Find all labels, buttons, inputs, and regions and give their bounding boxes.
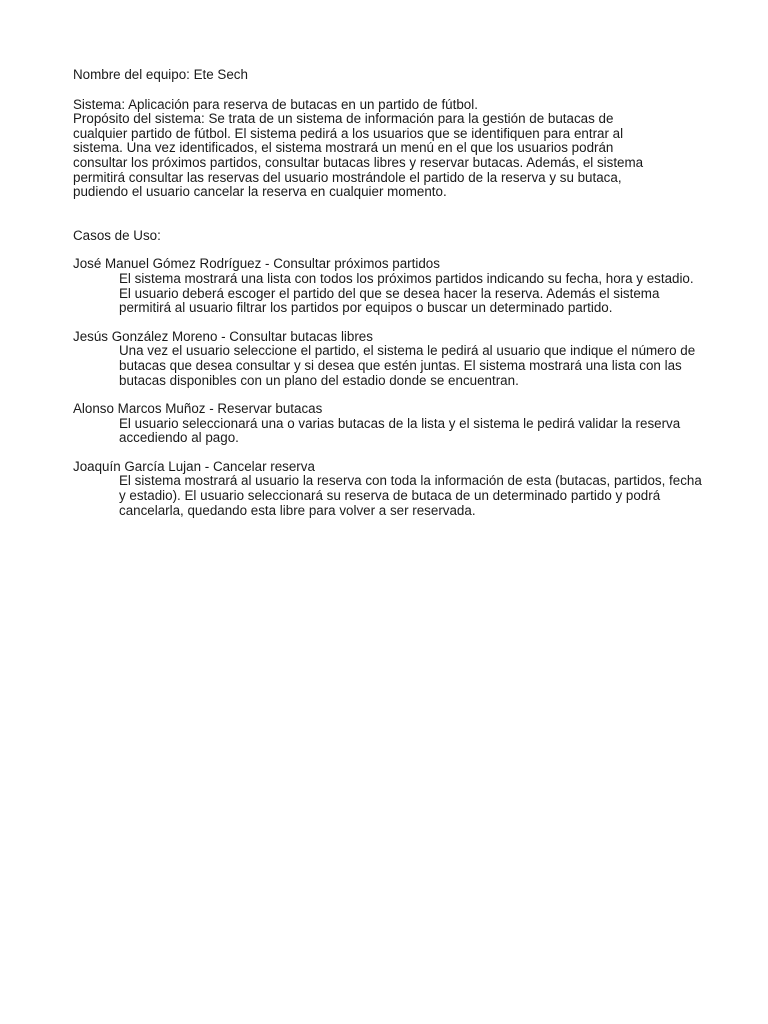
use-case-title: Jesús González Moreno - Consultar butacas libres <box>73 328 373 344</box>
use-case-description: El sistema mostrará al usuario la reserva con toda la información de esta (butacas, partidos, fecha y estadio). El usuario seleccionará su reserva de butaca de un determinado partido y podrá cancelarla, quedando esta libre para volver a ser reservada. <box>119 473 702 518</box>
use-case-description: El usuario seleccionará una o varias butacas de la lista y el sistema le pedirá validar la reserva accediendo al pago. <box>119 415 681 446</box>
team-name: Nombre del equipo: Ete Sech <box>73 67 248 82</box>
document-page <box>73 68 703 532</box>
use-case-title: Alonso Marcos Muñoz - Reservar butacas <box>73 401 323 417</box>
system-title: Sistema: Aplicación para reserva de butacas en un partido de fútbol. <box>73 96 478 112</box>
use-case-item <box>73 460 703 518</box>
use-case-item <box>73 402 703 446</box>
use-case-item <box>73 257 703 315</box>
system-description <box>73 98 703 200</box>
use-cases-heading: Casos de Uso: <box>73 227 161 243</box>
use-case-item <box>73 330 703 388</box>
use-case-title: José Manuel Gómez Rodríguez - Consultar próximos partidos <box>73 256 440 272</box>
use-cases-list <box>73 257 703 518</box>
use-case-description: El sistema mostrará una lista con todos los próximos partidos indicando su fecha, hora y estadio. El usuario deberá escoger el partido del que se desea hacer la reserva. Además el sistema permitirá al usuario filtrar los partidos por equipos o buscar un determinado partido. <box>119 270 694 316</box>
system-purpose: Propósito del sistema: Se trata de un sistema de información para la gestión de butacas de cualquier partido de fútbol. El sistema pedirá a los usuarios que se identifiquen para entrar al sistema. Una vez identificados, el sistema mostrará un menú en el que los usuarios podrán consultar los próximos partidos, consultar butacas libres y reservar butacas. Además, el sistema permitirá consultar las reservas del usuario mostrándole el partido de la reserva y su butaca, pudiendo el usuario cancelar la reserva en cualquier momento. <box>73 111 644 200</box>
use-case-description: Una vez el usuario seleccione el partido, el sistema le pedirá al usuario que indique el número de butacas que desea consultar y si desea que estén juntas. El sistema mostrará una lista con las butacas disponibles con un plano del estadio donde se encuentran. <box>119 343 696 388</box>
use-case-title: Joaquín García Lujan - Cancelar reserva <box>73 458 315 474</box>
